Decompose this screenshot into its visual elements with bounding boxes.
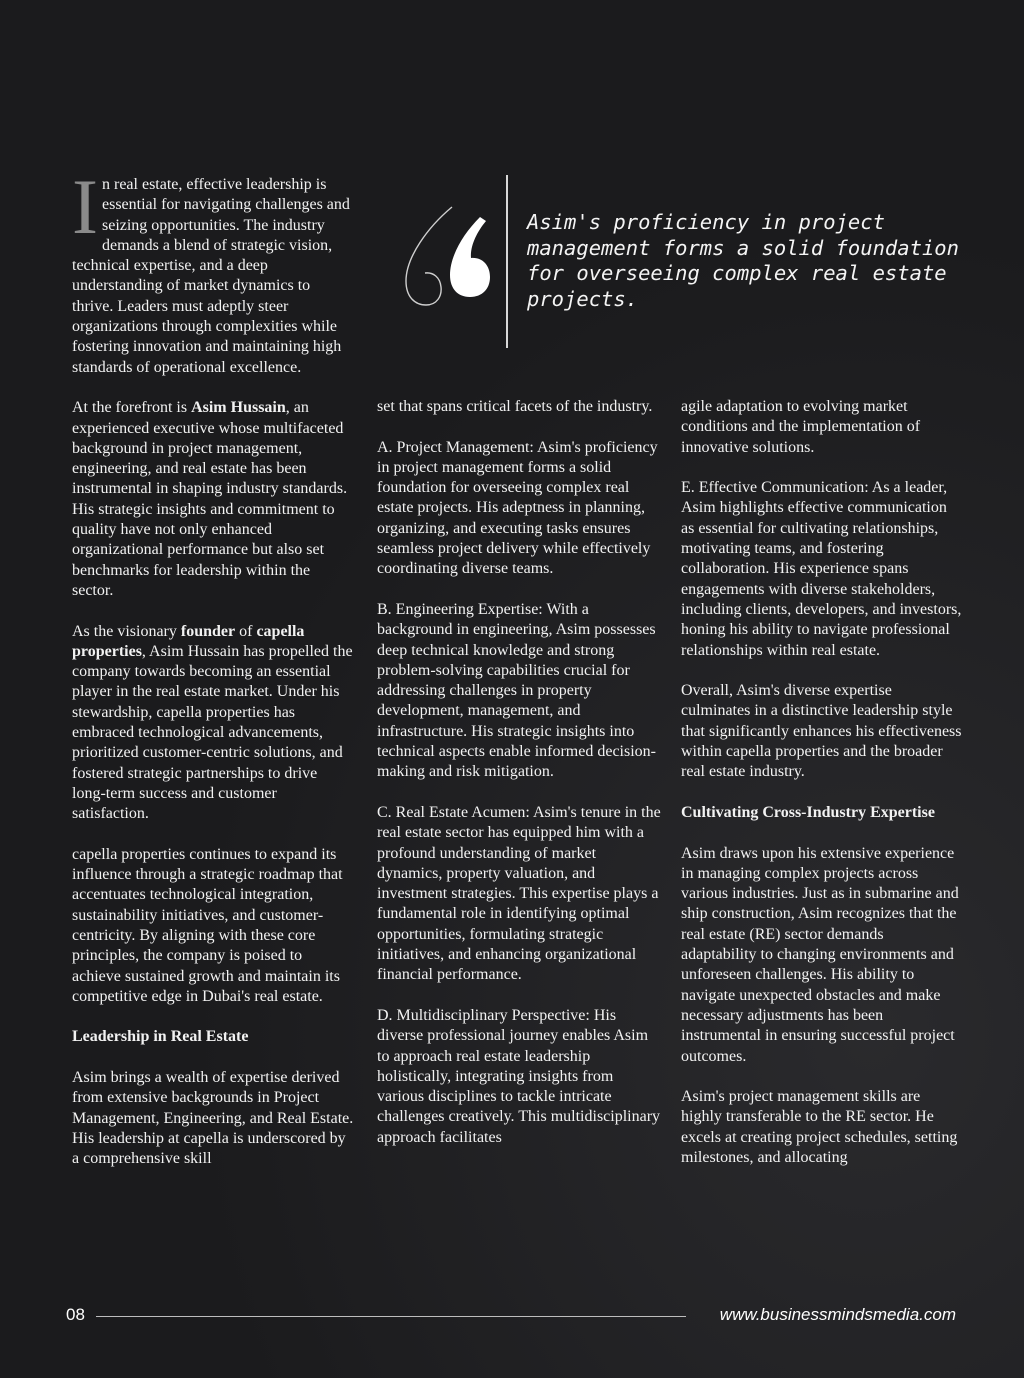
column-3: [681, 397, 963, 1168]
paragraph: E. Effective Communication: As a leader, Asim highlights effective communication as essential for cultivating relationships, motivating teams, and fostering collaboration. His experience spans engagements with diverse stakeholders, including clients, developers, and investors, honing his ability to navigate professional relationships within real estate.: [681, 479, 962, 659]
paragraph-text: At the forefront is: [72, 399, 192, 417]
page-number: 08: [66, 1305, 85, 1324]
quote-mark-icon: [400, 195, 496, 310]
paragraph: Asim's project management skills are highly transferable to the RE sector. He excels at creating project schedules, setting milestones, and allocating: [681, 1088, 958, 1166]
paragraph-text: , Asim Hussain has propelled the company towards becoming an essential player in the real estate market. Under his stewardship, capella properties has embraced technological advancements, prioritized customer-centric solutions, and fostered strategic partnerships to drive long-term success and customer satisfaction.: [72, 642, 353, 823]
paragraph: [72, 398, 354, 601]
drop-cap: I: [72, 163, 98, 250]
column-2: [377, 397, 661, 1148]
paragraph: [72, 622, 354, 825]
paragraph: set that spans critical facets of the industry.: [377, 398, 653, 415]
person-name: Asim Hussain: [191, 399, 286, 417]
paragraph: Asim brings a wealth of expertise derived from extensive backgrounds in Project Management, Engineering, and Real Estate. His leadership at capella is underscored by a comprehensive skill: [72, 1069, 354, 1168]
section-heading: Leadership in Real Estate: [72, 1028, 249, 1046]
footer-divider: [96, 1316, 686, 1317]
paragraph: D. Multidisciplinary Perspective: His diverse professional journey enables Asim to approach real estate leadership holistically, integrating insights from various disciplines to tackle intricate challenges creatively. This multidisciplinary approach facilitates: [377, 1006, 661, 1146]
paragraph: A. Project Management: Asim's proficiency in project management forms a solid foundation for overseeing complex real estate projects. His adeptness in planning, organizing, and executing tasks ensures seamless project delivery while effectively coordinating diverse teams.: [377, 438, 658, 578]
column-1: [72, 163, 354, 1170]
paragraph: agile adaptation to evolving market conditions and the implementation of innovative solutions.: [681, 398, 921, 456]
footer-website-link[interactable]: www.businessmindsmedia.com: [719, 1305, 956, 1324]
paragraph: B. Engineering Expertise: With a background in engineering, Asim possesses deep technical knowledge and strong problem-solving capabilities crucial for addressing challenges in property development, management, and infrastructure. His strategic insights into technical aspects enable informed decision-making and risk mitigation.: [377, 600, 656, 781]
pull-quote: Asim's proficiency in project management forms a solid foundation for overseeing complex real estate projects.: [527, 210, 959, 311]
paragraph: [72, 163, 354, 378]
paragraph: C. Real Estate Acumen: Asim's tenure in the real estate sector has equipped him with a profound understanding of market dynamics, property valuation, and investment strategies. This expertise plays a fundamental role in identifying optimal opportunities, formulating strategic initiatives, and enhancing organizational financial performance.: [377, 803, 661, 984]
bold-text: founder: [180, 622, 236, 640]
paragraph-text: , an experienced executive whose multifaceted background in project management, engineering, and real estate has been instrumental in shaping industry standards. His strategic insights and commitment to quality have not only enhanced organizational performance but also set benchmarks for leadership within the sector.: [72, 399, 348, 599]
paragraph-text: As the visionary: [72, 622, 181, 640]
paragraph: Asim draws upon his extensive experience in managing complex projects across various industries. Just as in submarine and ship construction, Asim recognizes that the real estate (RE) sector demands adaptability to changing environments and unforeseen challenges. His ability to navigate unexpected obstacles and make necessary adjustments has been instrumental in ensuring successful project outcomes.: [681, 844, 959, 1065]
company-name: capella properties: [72, 622, 305, 660]
paragraph-text: of: [235, 622, 257, 640]
section-heading: Cultivating Cross-Industry Expertise: [681, 803, 935, 821]
paragraph: capella properties continues to expand its influence through a strategic roadmap that accentuates technological integration, sustainability initiatives, and customer-centricity. By aligning with these core principles, the company is poised to achieve sustained growth and maintain its competitive edge in Dubai's real estate.: [72, 845, 343, 1005]
pull-quote-divider: [506, 175, 508, 348]
paragraph: Overall, Asim's diverse expertise culminates in a distinctive leadership style that significantly enhances his effectiveness within capella properties and the broader real estate industry.: [681, 682, 962, 781]
paragraph-text: n real estate, effective leadership is essential for navigating challenges and seizing opportunities. The industry demands a blend of strategic vision, technical expertise, and a deep understanding of market dynamics to thrive. Leaders must adeptly steer organizations through complexities while fostering innovation and maintaining high standards of operational excellence.: [72, 176, 350, 376]
